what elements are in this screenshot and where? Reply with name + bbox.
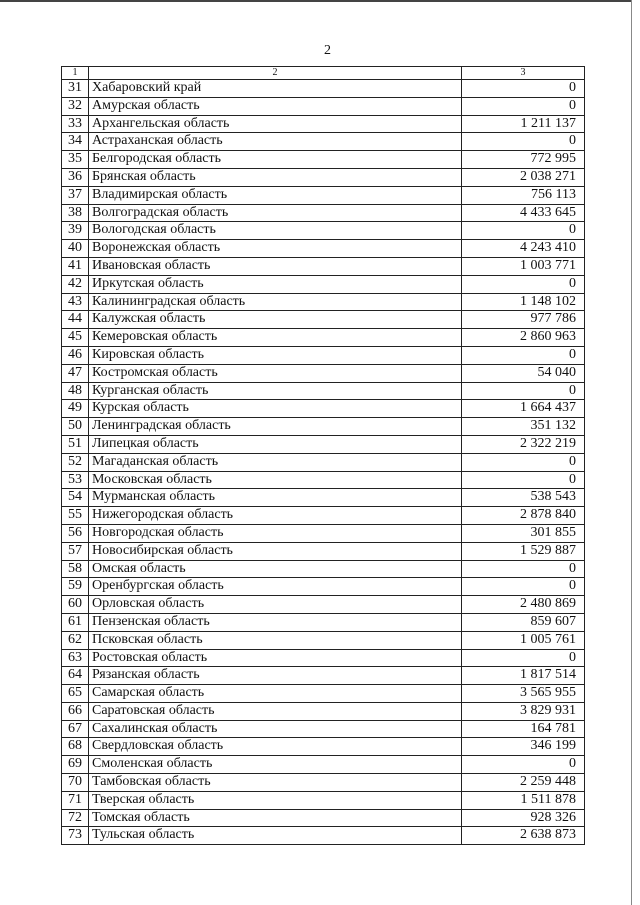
amount-value: 0 [462,649,585,667]
amount-value: 0 [462,560,585,578]
table-row [62,542,585,560]
table-row [62,702,585,720]
row-number: 64 [62,667,89,685]
table-row [62,471,585,489]
row-number: 33 [62,115,89,133]
table-row [62,311,585,329]
region-name: Астраханская область [89,133,462,151]
row-number: 46 [62,346,89,364]
amount-value: 1 664 437 [462,400,585,418]
region-name: Нижегородская область [89,507,462,525]
table-row [62,507,585,525]
row-number: 43 [62,293,89,311]
region-name: Рязанская область [89,667,462,685]
region-name: Псковская область [89,631,462,649]
table-row [62,489,585,507]
table-row [62,80,585,98]
amount-value: 538 543 [462,489,585,507]
row-number: 40 [62,240,89,258]
region-name: Сахалинская область [89,720,462,738]
amount-value: 2 480 869 [462,596,585,614]
row-number: 48 [62,382,89,400]
regions-table [61,66,585,845]
table-row [62,649,585,667]
row-number: 51 [62,435,89,453]
amount-value: 1 005 761 [462,631,585,649]
table-row [62,685,585,703]
amount-value: 54 040 [462,364,585,382]
region-name: Ленинградская область [89,418,462,436]
amount-value: 0 [462,275,585,293]
row-number: 66 [62,702,89,720]
amount-value: 1 211 137 [462,115,585,133]
row-number: 47 [62,364,89,382]
amount-value: 2 878 840 [462,507,585,525]
table-row [62,204,585,222]
region-name: Иркутская область [89,275,462,293]
table-row [62,293,585,311]
region-name: Калининградская область [89,293,462,311]
table-row [62,222,585,240]
amount-value: 977 786 [462,311,585,329]
table-row [62,168,585,186]
region-name: Саратовская область [89,702,462,720]
region-name: Калужская область [89,311,462,329]
region-name: Омская область [89,560,462,578]
region-name: Смоленская область [89,756,462,774]
row-number: 42 [62,275,89,293]
amount-value: 3 829 931 [462,702,585,720]
amount-value: 2 860 963 [462,329,585,347]
row-number: 58 [62,560,89,578]
amount-value: 346 199 [462,738,585,756]
region-name: Самарская область [89,685,462,703]
amount-value: 0 [462,346,585,364]
row-number: 54 [62,489,89,507]
row-number: 71 [62,791,89,809]
region-name: Белгородская область [89,151,462,169]
row-number: 32 [62,97,89,115]
header-col-3: 3 [462,67,585,80]
row-number: 53 [62,471,89,489]
amount-value: 4 243 410 [462,240,585,258]
region-name: Брянская область [89,168,462,186]
row-number: 68 [62,738,89,756]
table-row [62,667,585,685]
row-number: 57 [62,542,89,560]
region-name: Кировская область [89,346,462,364]
row-number: 39 [62,222,89,240]
table-row [62,596,585,614]
region-name: Тамбовская область [89,774,462,792]
row-number: 49 [62,400,89,418]
amount-value: 164 781 [462,720,585,738]
row-number: 36 [62,168,89,186]
region-name: Амурская область [89,97,462,115]
row-number: 35 [62,151,89,169]
region-name: Новосибирская область [89,542,462,560]
table-row [62,346,585,364]
amount-value: 0 [462,453,585,471]
amount-value: 0 [462,578,585,596]
amount-value: 1 003 771 [462,257,585,275]
row-number: 52 [62,453,89,471]
row-number: 73 [62,827,89,845]
region-name: Курганская область [89,382,462,400]
amount-value: 0 [462,97,585,115]
row-number: 60 [62,596,89,614]
table-row [62,186,585,204]
region-name: Томская область [89,809,462,827]
row-number: 45 [62,329,89,347]
region-name: Оренбургская область [89,578,462,596]
table-row [62,97,585,115]
region-name: Ивановская область [89,257,462,275]
amount-value: 0 [462,382,585,400]
row-number: 67 [62,720,89,738]
row-number: 70 [62,774,89,792]
row-number: 56 [62,524,89,542]
amount-value: 772 995 [462,151,585,169]
table-row [62,720,585,738]
row-number: 31 [62,80,89,98]
table-row [62,738,585,756]
amount-value: 1 529 887 [462,542,585,560]
table-row [62,560,585,578]
amount-value: 2 322 219 [462,435,585,453]
row-number: 61 [62,613,89,631]
table-row [62,257,585,275]
region-name: Мурманская область [89,489,462,507]
amount-value: 1 148 102 [462,293,585,311]
amount-value: 2 038 271 [462,168,585,186]
row-number: 41 [62,257,89,275]
region-name: Свердловская область [89,738,462,756]
amount-value: 2 638 873 [462,827,585,845]
amount-value: 351 132 [462,418,585,436]
header-col-2: 2 [89,67,462,80]
table-row [62,364,585,382]
table-row [62,631,585,649]
header-col-1: 1 [62,67,89,80]
scan-edge-right [631,0,632,905]
amount-value: 3 565 955 [462,685,585,703]
amount-value: 301 855 [462,524,585,542]
table-row [62,774,585,792]
row-number: 65 [62,685,89,703]
row-number: 50 [62,418,89,436]
region-name: Вологодская область [89,222,462,240]
amount-value: 756 113 [462,186,585,204]
table-row [62,400,585,418]
region-name: Тульская область [89,827,462,845]
table-row [62,453,585,471]
region-name: Курская область [89,400,462,418]
region-name: Воронежская область [89,240,462,258]
table-row [62,382,585,400]
region-name: Кемеровская область [89,329,462,347]
amount-value: 0 [462,471,585,489]
table-row [62,240,585,258]
amount-value: 0 [462,222,585,240]
table-row [62,115,585,133]
row-number: 72 [62,809,89,827]
scan-edge-top [0,0,632,2]
region-name: Ростовская область [89,649,462,667]
table-row [62,578,585,596]
page-number: 2 [324,43,331,58]
table-row [62,435,585,453]
region-name: Московская область [89,471,462,489]
amount-value: 0 [462,133,585,151]
table-row [62,329,585,347]
row-number: 62 [62,631,89,649]
region-name: Новгородская область [89,524,462,542]
table-row [62,613,585,631]
row-number: 59 [62,578,89,596]
table-row [62,791,585,809]
table-row [62,275,585,293]
row-number: 63 [62,649,89,667]
amount-value: 1 511 878 [462,791,585,809]
row-number: 69 [62,756,89,774]
region-name: Пензенская область [89,613,462,631]
region-name: Архангельская область [89,115,462,133]
region-name: Липецкая область [89,435,462,453]
table-row [62,133,585,151]
region-name: Волгоградская область [89,204,462,222]
region-name: Тверская область [89,791,462,809]
table-row [62,418,585,436]
row-number: 55 [62,507,89,525]
table-row [62,756,585,774]
row-number: 38 [62,204,89,222]
amount-value: 1 817 514 [462,667,585,685]
region-name: Владимирская область [89,186,462,204]
amount-value: 928 326 [462,809,585,827]
region-name: Магаданская область [89,453,462,471]
amount-value: 0 [462,80,585,98]
amount-value: 4 433 645 [462,204,585,222]
table-row [62,827,585,845]
row-number: 34 [62,133,89,151]
region-name: Костромская область [89,364,462,382]
region-name: Орловская область [89,596,462,614]
region-name: Хабаровский край [89,80,462,98]
row-number: 37 [62,186,89,204]
table-row [62,524,585,542]
amount-value: 859 607 [462,613,585,631]
row-number: 44 [62,311,89,329]
table-header-row [62,67,585,80]
table-row [62,151,585,169]
table-row [62,809,585,827]
amount-value: 0 [462,756,585,774]
amount-value: 2 259 448 [462,774,585,792]
